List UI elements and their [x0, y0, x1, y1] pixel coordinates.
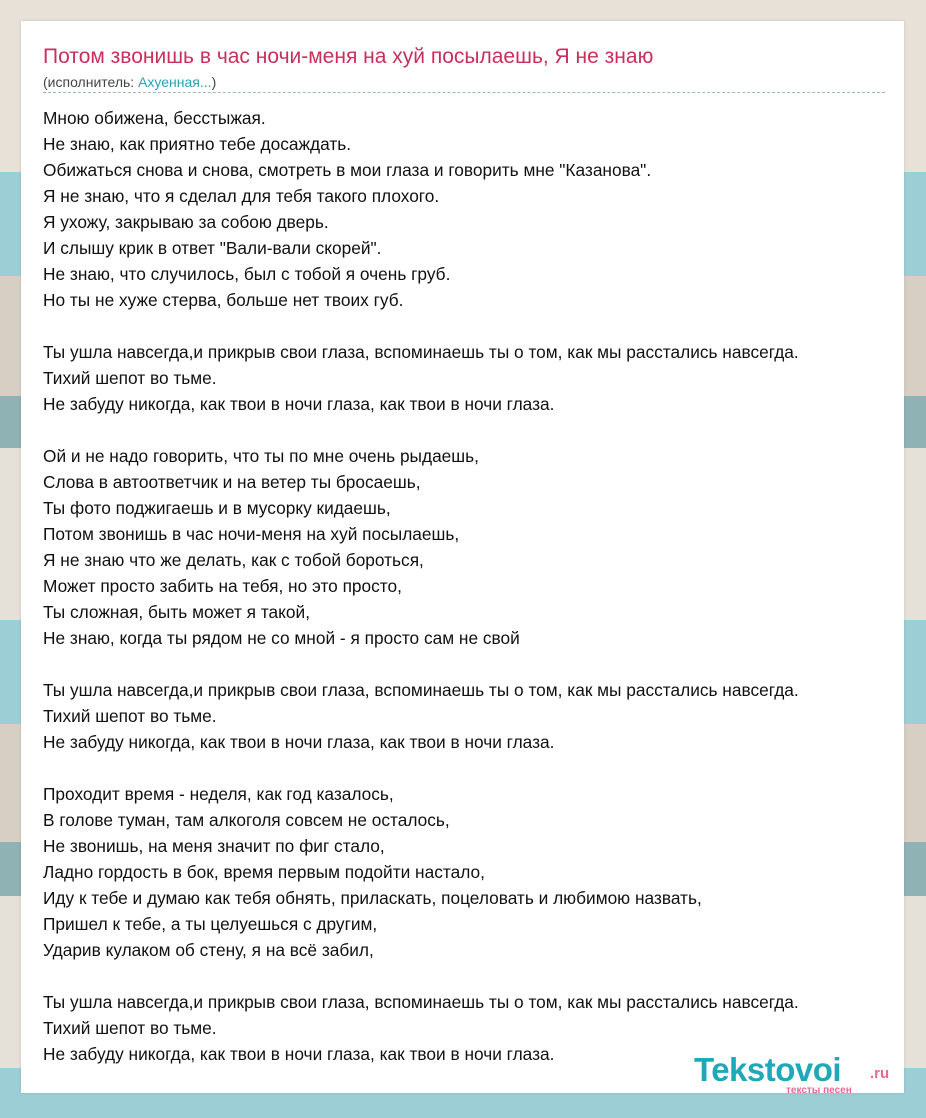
lyric-line: Ладно гордость в бок, время первым подойти настало, — [43, 862, 485, 882]
lyric-line: Не звонишь, на меня значит по фиг стало, — [43, 836, 385, 856]
lyric-line: Проходит время - неделя, как год казалось, — [43, 784, 394, 804]
lyrics-text — [43, 105, 926, 1093]
lyrics-stanza — [43, 677, 926, 755]
lyric-line: Тихий шепот во тьме. — [43, 368, 217, 388]
artist-suffix: ) — [211, 74, 217, 90]
song-title: Потом звонишь в час ночи-меня на хуй посылаешь, Я не знаю — [43, 45, 654, 68]
lyric-line: Ударив кулаком об стену, я на всё забил, — [43, 940, 374, 960]
lyric-line: Но ты не хуже стерва, больше нет твоих губ. — [43, 290, 404, 310]
lyric-line: Я не знаю что же делать, как с тобой бороться, — [43, 550, 424, 570]
lyric-line: Я ухожу, закрываю за собою дверь. — [43, 212, 329, 232]
lyric-line: Я не знаю, что я сделал для тебя такого плохого. — [43, 186, 440, 206]
logo-tagline: тексты песен — [786, 1085, 852, 1096]
lyric-line: Ты сложная, быть может я такой, — [43, 602, 310, 622]
artist-link[interactable]: Ахуенная... — [138, 74, 212, 90]
lyrics-stanza — [43, 781, 926, 963]
lyric-line: Ты фото поджигаешь и в мусорку кидаешь, — [43, 498, 391, 518]
logo-tld: .ru — [870, 1065, 890, 1082]
lyric-line: Иду к тебе и думаю как тебя обнять, приласкать, поцеловать и любимою назвать, — [43, 888, 702, 908]
lyric-line: Пришел к тебе, а ты целуешься с другим, — [43, 914, 378, 934]
lyric-line: Тихий шепот во тьме. — [43, 1018, 217, 1038]
lyric-line: Не знаю, когда ты рядом не со мной - я просто сам не свой — [43, 628, 520, 648]
artist-line — [43, 73, 216, 91]
lyrics-card — [21, 21, 904, 1093]
lyric-line: Не забуду никогда, как твои в ночи глаза, как твои в ночи глаза. — [43, 1044, 555, 1064]
lyric-line: В голове туман, там алкоголя совсем не осталось, — [43, 810, 450, 830]
lyric-line: Мною обижена, бесстыжая. — [43, 108, 266, 128]
lyric-line: Ты ушла навсегда,и прикрыв свои глаза, вспоминаешь ты о том, как мы расстались навсегда. — [43, 680, 799, 700]
title-divider — [43, 92, 885, 93]
lyric-line: И слышу крик в ответ "Вали-вали скорей". — [43, 238, 382, 258]
lyrics-stanza — [43, 443, 926, 651]
lyric-line: Может просто забить на тебя, но это просто, — [43, 576, 402, 596]
lyric-line: Обижаться снова и снова, смотреть в мои глаза и говорить мне "Казанова". — [43, 160, 652, 180]
lyrics-stanza — [43, 105, 926, 313]
lyric-line: Тихий шепот во тьме. — [43, 706, 217, 726]
lyric-line: Ой и не надо говорить, что ты по мне очень рыдаешь, — [43, 446, 479, 466]
lyric-line: Слова в автоответчик и на ветер ты бросаешь, — [43, 472, 421, 492]
lyric-line: Ты ушла навсегда,и прикрыв свои глаза, вспоминаешь ты о том, как мы расстались навсегда. — [43, 342, 799, 362]
site-logo[interactable] — [694, 1050, 904, 1100]
lyric-line: Не знаю, что случилось, был с тобой я очень груб. — [43, 264, 451, 284]
lyric-line: Потом звонишь в час ночи-меня на хуй посылаешь, — [43, 524, 460, 544]
lyric-line: Не знаю, как приятно тебе досаждать. — [43, 134, 352, 154]
lyrics-stanza — [43, 339, 926, 417]
lyric-line: Не забуду никогда, как твои в ночи глаза, как твои в ночи глаза. — [43, 732, 555, 752]
artist-prefix: (исполнитель: — [43, 74, 139, 90]
lyric-line: Не забуду никогда, как твои в ночи глаза, как твои в ночи глаза. — [43, 394, 555, 414]
lyric-line: Ты ушла навсегда,и прикрыв свои глаза, вспоминаешь ты о том, как мы расстались навсегда. — [43, 992, 799, 1012]
logo-wordmark: Tekstovoi — [694, 1051, 842, 1088]
